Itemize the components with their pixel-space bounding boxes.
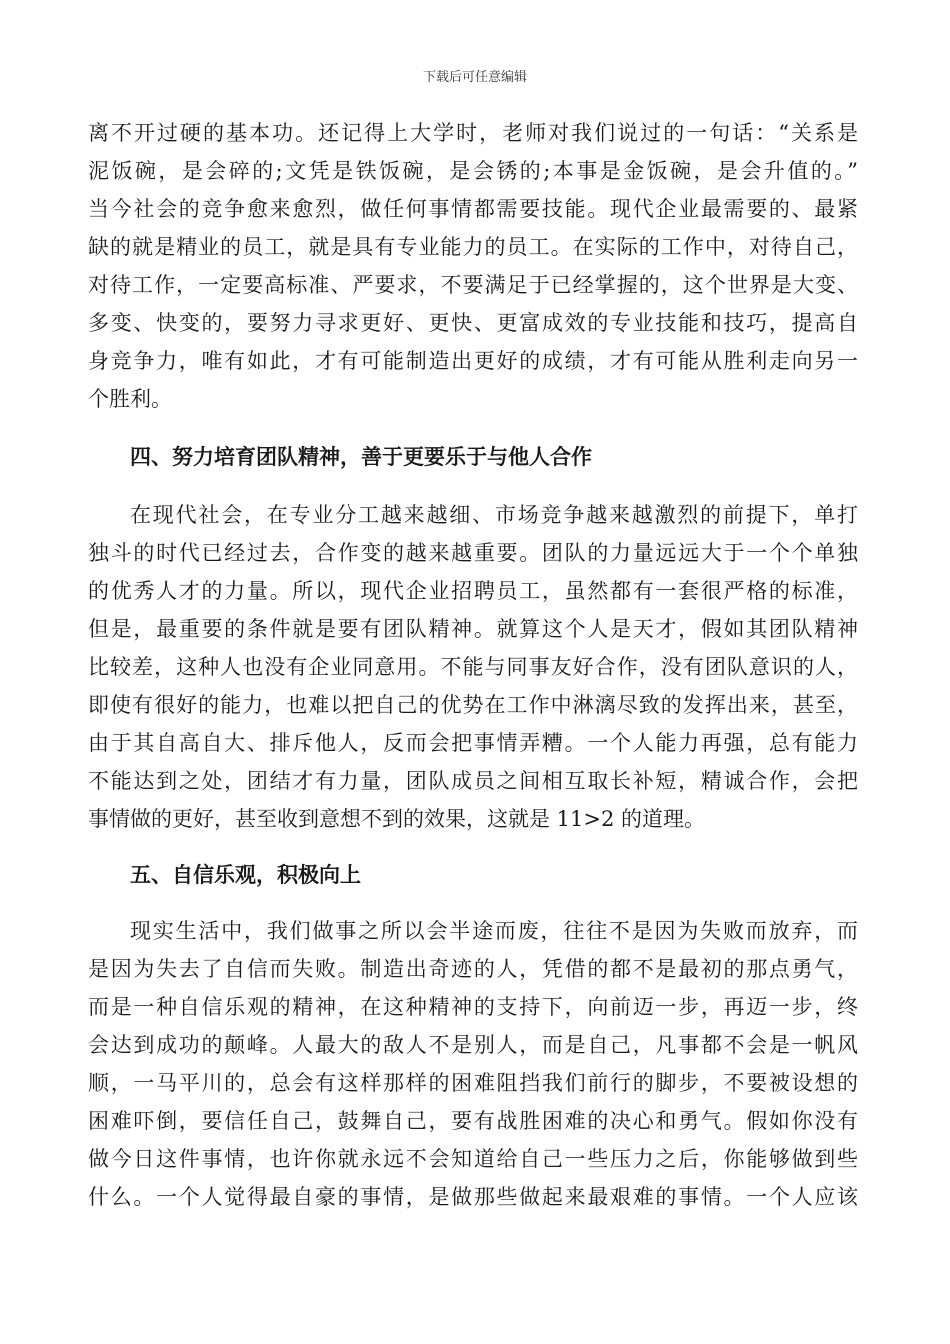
text-line: 而是一种自信乐观的精神，在这种精神的支持下，向前迈一步，再迈一步，终 bbox=[88, 995, 858, 1019]
text-line: 在现代社会，在专业分工越来越细、市场竞争越来越激烈的前提下，单打 bbox=[130, 503, 858, 527]
text-line: 的优秀人才的力量。所以，现代企业招聘员工，虽然都有一套很严格的标准， bbox=[88, 579, 858, 603]
text-line: 困难吓倒，要信任自己，鼓舞自己，要有战胜困难的决心和勇气。假如你没有 bbox=[88, 1109, 858, 1133]
section-heading-confidence: 五、自信乐观，积极向上 bbox=[130, 862, 361, 887]
text-line: 会达到成功的颠峰。人最大的敌人不是别人，而是自己，凡事都不会是一帆风 bbox=[88, 1033, 858, 1057]
text-line: 是因为失去了自信而失败。制造出奇迹的人，凭借的都不是最初的那点勇气， bbox=[88, 957, 858, 981]
text-line: 即使有很好的能力，也难以把自己的优势在工作中淋漓尽致的发挥出来，甚至， bbox=[88, 693, 858, 717]
text-line: 事情做的更好，甚至收到意想不到的效果，这就是 11>2 的道理。 bbox=[88, 807, 706, 831]
text-line: 顺，一马平川的，总会有这样那样的困难阻挡我们前行的脚步，不要被设想的 bbox=[88, 1071, 858, 1095]
page-header-note: 下载后可任意编辑 bbox=[422, 70, 527, 85]
section-heading-teamwork: 四、努力培育团队精神，善于更要乐于与他人合作 bbox=[130, 444, 592, 469]
text-line: 多变、快变的，要努力寻求更好、更快、更富成效的专业技能和技巧，提高自 bbox=[88, 311, 858, 335]
text-line: 不能达到之处，团结才有力量，团队成员之间相互取长补短，精诚合作，会把 bbox=[88, 769, 858, 793]
text-line: 缺的就是精业的员工，就是具有专业能力的员工。在实际的工作中，对待自己， bbox=[88, 235, 858, 259]
text-line: 但是，最重要的条件就是要有团队精神。就算这个人是天才，假如其团队精神 bbox=[88, 617, 858, 641]
paragraph-teamwork bbox=[88, 496, 858, 838]
text-line: 身竞争力，唯有如此，才有可能制造出更好的成绩，才有可能从胜利走向另一 bbox=[88, 349, 858, 373]
text-line: 比较差，这种人也没有企业同意用。不能与同事友好合作，没有团队意识的人， bbox=[88, 655, 858, 679]
text-line: 独斗的时代已经过去，合作变的越来越重要。团队的力量远远大于一个个单独 bbox=[88, 541, 858, 565]
text-line: 对待工作，一定要高标准、严要求，不要满足于已经掌握的，这个世界是大变、 bbox=[88, 273, 858, 297]
text-line: 当今社会的竞争愈来愈烈，做任何事情都需要技能。现代企业最需要的、最紧 bbox=[88, 197, 858, 221]
text-line: 泥饭碗，是会碎的;文凭是铁饭碗，是会锈的;本事是金饭碗，是会升值的。” bbox=[88, 159, 858, 183]
paragraph-skills bbox=[88, 114, 858, 418]
text-line: 什么。一个人觉得最自豪的事情，是做那些做起来最艰难的事情。一个人应该 bbox=[88, 1185, 858, 1209]
text-line: 现实生活中，我们做事之所以会半途而废，往往不是因为失败而放弃，而 bbox=[130, 919, 858, 943]
text-line: 做今日这件事情，也许你就永远不会知道给自己一些压力之后，你能够做到些 bbox=[88, 1147, 858, 1171]
text-line: 个胜利。 bbox=[88, 387, 172, 411]
text-line: 由于其自高自大、排斥他人，反而会把事情弄糟。一个人能力再强，总有能力 bbox=[88, 731, 858, 755]
paragraph-confidence bbox=[88, 912, 858, 1216]
text-line: 离不开过硬的基本功。还记得上大学时，老师对我们说过的一句话：“关系是 bbox=[88, 121, 858, 145]
